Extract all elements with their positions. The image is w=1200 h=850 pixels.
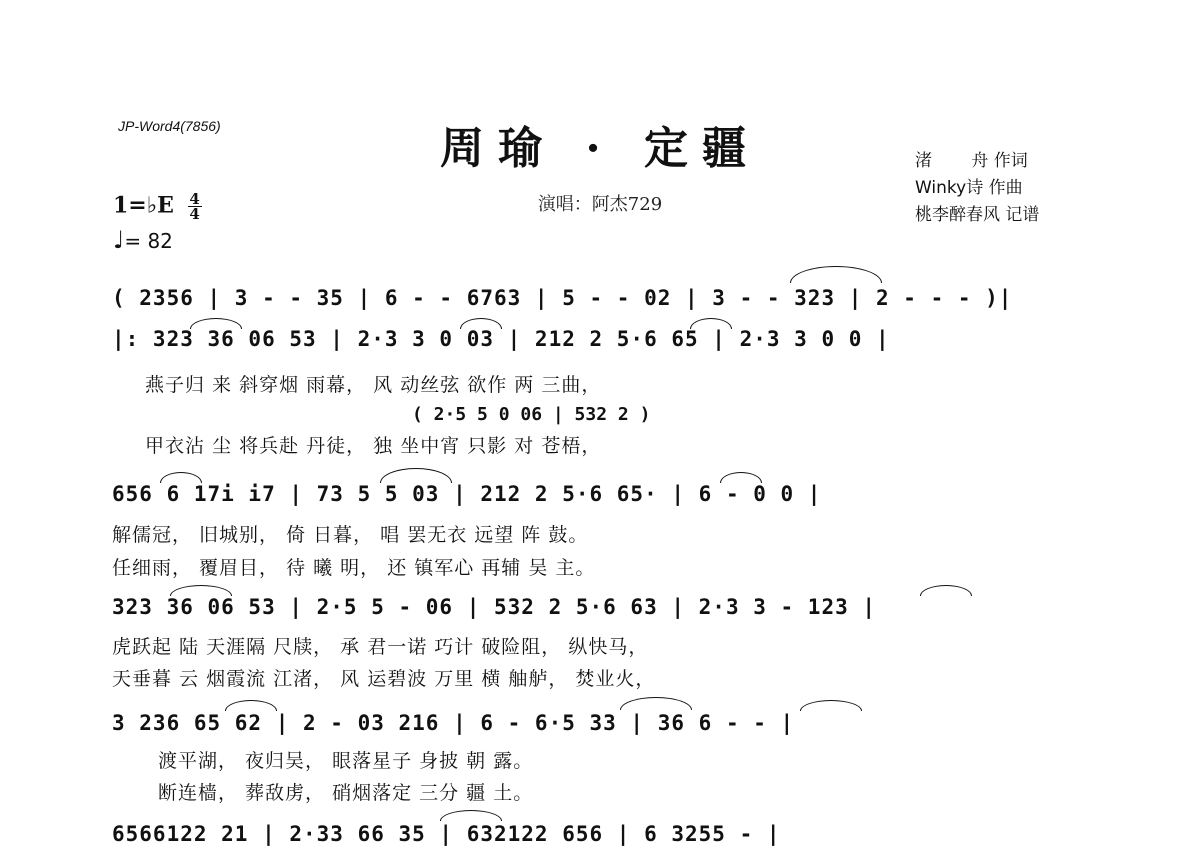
time-signature xyxy=(188,192,202,221)
lyricist-credit: 渚 舟 作词 xyxy=(915,151,1028,171)
time-sig-top: 4 xyxy=(189,190,200,208)
tempo-mark xyxy=(113,226,173,254)
slur-mark xyxy=(170,585,232,596)
slur-mark xyxy=(620,697,692,710)
slur-mark xyxy=(790,266,882,283)
composer-credit: Winky诗 作曲 xyxy=(915,178,1023,198)
lyrics-line-7: 渡平湖， 夜归吴， 眼落星子 身披 朝 露。 xyxy=(158,750,534,772)
notation-row-3: 656 6 17i i7 | 73 5 5 03 | 212 2 5·6 65· | 6 - 0 0 | xyxy=(112,482,822,506)
slur-mark xyxy=(920,585,972,596)
interlude-notation: ( 2·5 5 0 06 | 532 2 ) xyxy=(412,404,651,425)
slur-mark xyxy=(690,318,732,329)
transcriber-credit: 桃李醉春风 记谱 xyxy=(915,205,1040,225)
song-title: 周瑜 · 定疆 xyxy=(440,123,760,174)
notation-row-2: |: 323 36 06 53 | 2·3 3 0 03 | 212 2 5·6 65 | 2·3 3 0 0 | xyxy=(112,327,890,351)
notation-row-5: 3 236 65 62 | 2 - 03 216 | 6 - 6·5 33 | 36 6 - - | xyxy=(112,711,795,735)
slur-mark xyxy=(190,318,242,329)
slur-mark xyxy=(800,700,862,711)
slur-mark xyxy=(160,472,202,483)
key-label: 1=♭E xyxy=(113,192,174,219)
time-sig-bottom: 4 xyxy=(189,205,200,223)
notation-row-6: 6566122 21 | 2·33 66 35 | 632122 656 | 6 3255 - | xyxy=(112,822,781,846)
lyrics-line-3: 解儒冠， 旧城别， 倚 日暮， 唱 罢无衣 远望 阵 鼓。 xyxy=(112,524,589,546)
source-label: JP-Word4(7856) xyxy=(118,118,221,134)
slur-mark xyxy=(440,810,502,821)
tempo-value: = 82 xyxy=(124,229,173,253)
singer-line: 演唱：阿杰729 xyxy=(537,194,663,215)
notation-row-1: ( 2356 | 3 - - 35 | 6 - - 6763 | 5 - - 02 | 3 - - 323 | 2 - - - )| xyxy=(112,286,1013,310)
lyrics-line-4: 任细雨， 覆眉目， 待 曦 明， 还 镇军心 再辅 吴 主。 xyxy=(112,557,596,579)
quarter-note-icon: ♩ xyxy=(113,226,125,254)
notation-row-4: 323 36 06 53 | 2·5 5 - 06 | 532 2 5·6 63 | 2·3 3 - 123 | xyxy=(112,595,877,619)
lyrics-line-6: 天垂暮 云 烟霞流 江渚， 风 运碧波 万里 横 舳舻， 焚业火， xyxy=(112,668,656,690)
key-signature xyxy=(113,192,202,221)
slur-mark xyxy=(720,472,762,483)
slur-mark xyxy=(225,700,277,711)
slur-mark xyxy=(460,318,502,329)
lyrics-line-1: 燕子归 来 斜穿烟 雨幕， 风 动丝弦 欲作 两 三曲， xyxy=(145,374,602,396)
lyrics-line-2: 甲衣沾 尘 将兵赴 丹徒， 独 坐中宵 只影 对 苍梧， xyxy=(145,435,602,457)
lyrics-line-8: 断连樯， 葬敌虏， 硝烟落定 三分 疆 土。 xyxy=(158,782,534,804)
credits xyxy=(915,148,1039,229)
slur-mark xyxy=(380,468,452,483)
lyrics-line-5: 虎跃起 陆 天涯隔 尺牍， 承 君一诺 巧计 破险阻， 纵快马， xyxy=(112,636,649,658)
